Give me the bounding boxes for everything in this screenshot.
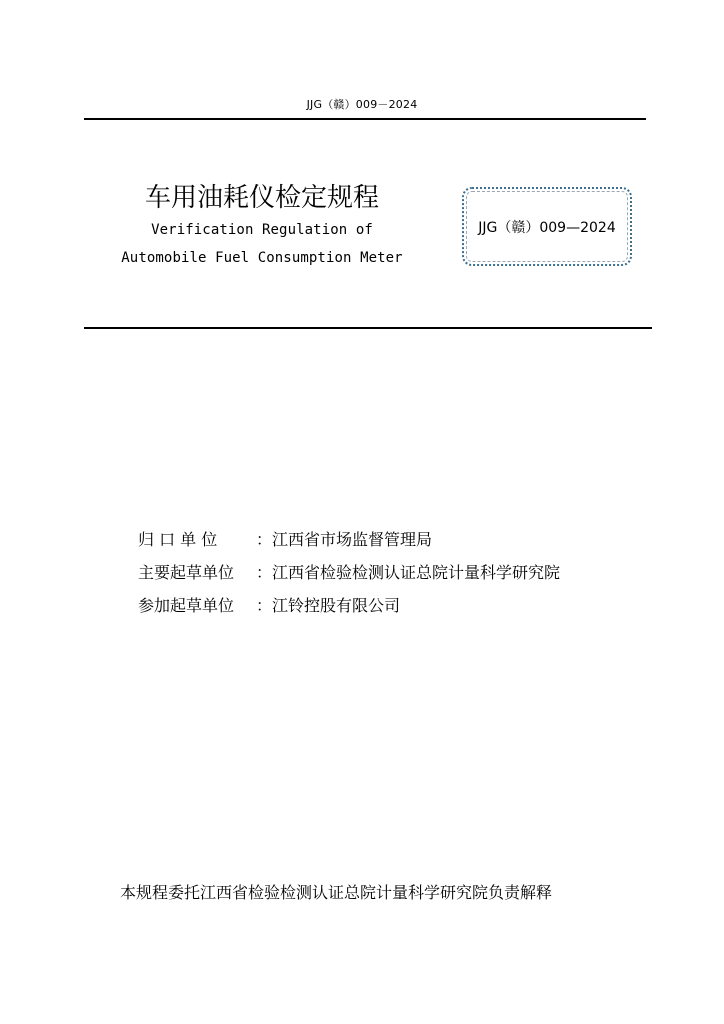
title-divider-rule: [84, 327, 652, 329]
org-row-main-drafter: [138, 563, 560, 583]
document-title-english-line-2: Automobile Fuel Consumption Meter: [121, 250, 403, 266]
standard-code-box-text: JJG（赣）009—2024: [478, 220, 616, 236]
org-separator: ：: [256, 596, 273, 615]
org-label: 参加起草单位: [138, 596, 235, 615]
org-separator: ：: [256, 563, 273, 582]
document-title-english-line-1: Verification Regulation of: [151, 222, 373, 238]
interpretation-note: 本规程委托江西省检验检测认证总院计量科学研究院负责解释: [120, 883, 553, 902]
org-row-participating-drafter: [138, 596, 400, 616]
org-label: 主要起草单位: [138, 563, 235, 582]
org-value: 江铃控股有限公司: [272, 596, 401, 615]
org-separator: ：: [256, 530, 273, 549]
org-value: 江西省检验检测认证总院计量科学研究院: [272, 563, 561, 582]
org-value: 江西省市场监督管理局: [272, 530, 433, 549]
org-row-administrative: [138, 530, 432, 550]
document-title-chinese: 车用油耗仪检定规程: [144, 183, 379, 213]
org-label: 归 口 单 位: [138, 530, 218, 549]
header-standard-code: JJG（赣）009－2024: [306, 98, 418, 111]
header-rule: [84, 118, 646, 120]
